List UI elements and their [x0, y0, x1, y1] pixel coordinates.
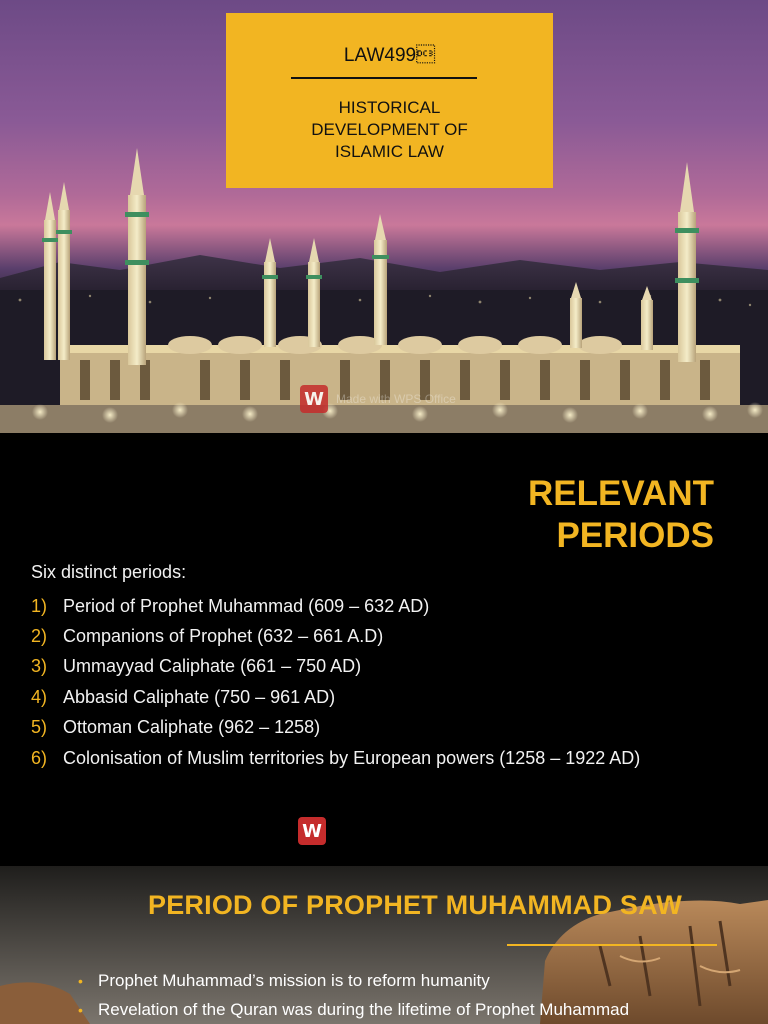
title-divider — [291, 77, 477, 79]
list-number: 2) — [31, 626, 48, 647]
period-list — [31, 591, 640, 773]
list-item-text: Prophet Muhammad’s mission is to reform humanity — [98, 970, 490, 990]
wps-watermark — [300, 385, 456, 413]
list-item-text: Ottoman Caliphate (962 – 1258) — [63, 717, 321, 738]
wps-office-icon: W — [298, 817, 326, 845]
slide-title — [0, 0, 768, 433]
course-code: LAW499 — [343, 45, 436, 66]
wps-watermark — [298, 817, 326, 845]
wps-office-icon: W — [300, 385, 328, 413]
watermark-text: Made with WPS Office — [336, 392, 456, 406]
list-number: 6) — [31, 747, 48, 768]
heading-underline — [507, 944, 717, 946]
slide-heading: RELEVANT PERIODS — [527, 474, 714, 555]
list-item — [31, 713, 640, 743]
slide-prophet-period — [0, 866, 768, 1024]
list-item — [31, 621, 640, 651]
slide-title-text: HISTORICAL DEVELOPMENT OF ISLAMIC LAW — [311, 98, 468, 161]
list-item-text: Abbasid Caliphate (750 – 961 AD) — [63, 686, 336, 707]
slide-relevant-periods — [0, 433, 768, 866]
list-item-text: Ummayyad Caliphate (661 – 750 AD) — [63, 656, 362, 677]
bullet-icon: • — [78, 972, 83, 989]
list-item-text: Companions of Prophet (632 – 661 A.D) — [63, 626, 384, 647]
slide-heading: PERIOD OF PROPHET MUHAMMAD SAW — [148, 890, 683, 920]
list-item-text: Revelation of the Quran was during the lifetime of Prophet Muhammad — [98, 999, 630, 1019]
bullet-list — [78, 966, 629, 1024]
list-item — [78, 966, 629, 995]
list-number: 1) — [31, 595, 48, 616]
list-item-text: Period of Prophet Muhammad (609 – 632 AD) — [63, 595, 430, 616]
list-number: 4) — [31, 686, 48, 707]
list-number: 3) — [31, 656, 48, 677]
title-box — [226, 13, 553, 188]
list-number: 5) — [31, 717, 48, 738]
list-item — [31, 743, 640, 773]
bullet-icon: • — [78, 1001, 83, 1018]
list-item — [31, 652, 640, 682]
list-item — [31, 682, 640, 712]
list-item — [78, 995, 629, 1024]
list-item-text: Colonisation of Muslim territories by European powers (1258 – 1922 AD) — [63, 747, 641, 768]
intro-text: Six distinct periods: — [31, 562, 187, 582]
list-item — [31, 591, 640, 621]
